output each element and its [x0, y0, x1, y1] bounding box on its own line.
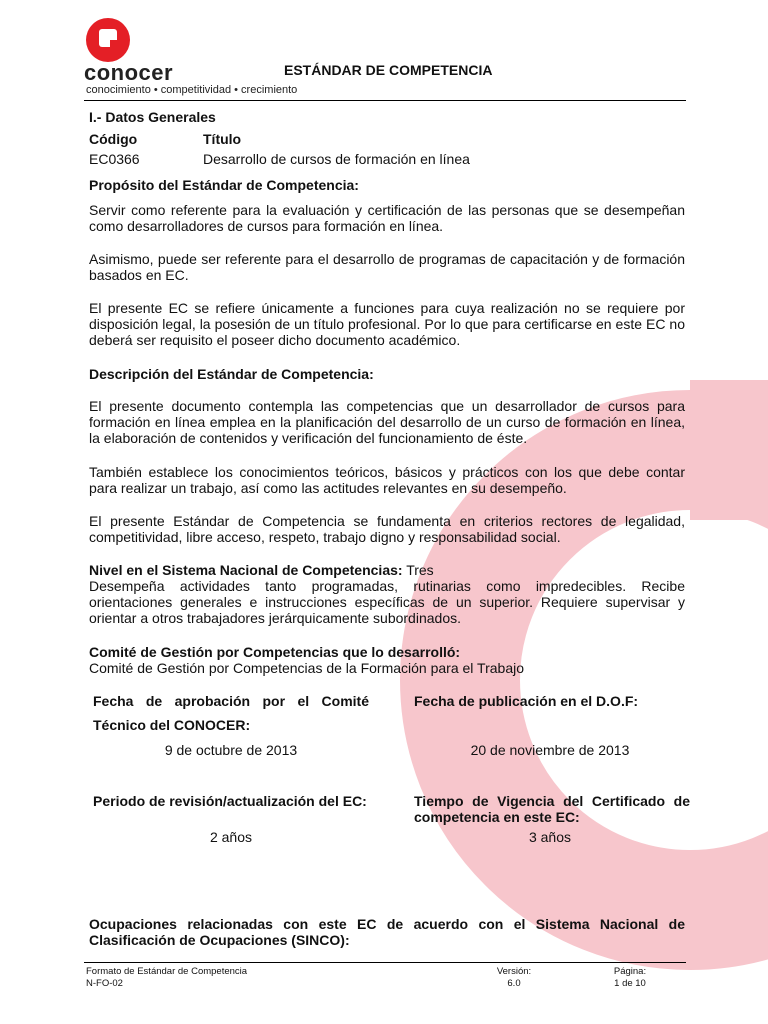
level-line [89, 562, 434, 578]
description-paragraph-3: El presente Estándar de Competencia se fundamenta en criterios rectores de legalidad, competitividad, libre acceso, respeto, trabajo digno y responsabilidad social. [89, 513, 685, 545]
validity-period: 3 años [528, 829, 572, 845]
title-header: Título [203, 131, 242, 147]
description-paragraph-1: El presente documento contempla las competencias que un desarrollador de cursos para formación en línea emplea en la planificación del desarrollo de un curso de formación en línea, la elaboración de contenidos y verificación del funcionamiento de éste. [89, 398, 685, 446]
ec-code: EC0366 [89, 151, 140, 167]
review-label: Periodo de revisión/actualización del EC: [93, 793, 367, 809]
purpose-paragraph-3: El presente EC se refiere únicamente a funciones para cuya realización no se requiere por disposición legal, la posesión de un título profesional. Por lo que para certificarse en este EC no deberá ser requisito el poseer dicho documento académico. [89, 300, 685, 348]
logo-wordmark: conocer [84, 60, 174, 85]
footer-format-label: Formato de Estándar de Competencia [86, 966, 248, 977]
footer-version-value: 6.0 [507, 978, 521, 989]
publication-date: 20 de noviembre de 2013 [470, 742, 630, 758]
occupations-heading: Ocupaciones relacionadas con este EC de acuerdo con el Sistema Nacional de Clasificación de Ocupaciones (SINCO): [89, 916, 685, 948]
level-label: Nivel en el Sistema Nacional de Competencias: [89, 562, 403, 578]
document-title: ESTÁNDAR DE COMPETENCIA [284, 62, 493, 78]
purpose-paragraph-2: Asimismo, puede ser referente para el desarrollo de programas de capacitación y de formación basados en EC. [89, 251, 685, 283]
approval-label-line-2: Técnico del CONOCER: [93, 717, 251, 733]
committee-heading: Comité de Gestión por Competencias que lo desarrolló: [89, 644, 461, 660]
footer-format-code: N-FO-02 [86, 978, 123, 989]
purpose-heading: Propósito del Estándar de Competencia: [89, 177, 359, 193]
footer-divider [84, 962, 686, 963]
validity-label: Tiempo de Vigencia del Certificado de competencia en este EC: [414, 793, 690, 825]
approval-label-line-1: Fecha de aprobación por el Comité [93, 693, 369, 709]
approval-date: 9 de octubre de 2013 [164, 742, 298, 758]
conocer-logo-icon [82, 18, 134, 62]
code-header: Código [89, 131, 138, 147]
footer-page-label: Página: [613, 966, 647, 977]
review-period: 2 años [209, 829, 253, 845]
ec-title: Desarrollo de cursos de formación en línea [203, 151, 470, 167]
level-description: Desempeña actividades tanto programadas, rutinarias como impredecibles. Recibe orientaciones generales e instrucciones específicas de un superior. Requiere supervisar y orientar a otros trabajadores jerárquicamente subordinados. [89, 578, 685, 626]
footer-page-value: 1 de 10 [614, 978, 646, 989]
section-title: I.- Datos Generales [89, 109, 216, 125]
level-value: Tres [406, 562, 434, 578]
logo-tagline: conocimiento • competitividad • crecimiento [86, 84, 298, 96]
footer-version-label: Versión: [496, 966, 532, 977]
publication-label: Fecha de publicación en el D.O.F: [414, 693, 639, 709]
purpose-paragraph-1: Servir como referente para la evaluación y certificación de las personas que se desempeñan como desarrolladores de cursos para formación en línea. [89, 202, 685, 234]
header-divider [84, 100, 686, 101]
description-heading: Descripción del Estándar de Competencia: [89, 366, 374, 382]
description-paragraph-2: También establece los conocimientos teóricos, básicos y prácticos con los que debe contar para realizar un trabajo, así como las actitudes relevantes en su desempeño. [89, 464, 685, 496]
committee-value: Comité de Gestión por Competencias de la Formación para el Trabajo [89, 660, 524, 676]
